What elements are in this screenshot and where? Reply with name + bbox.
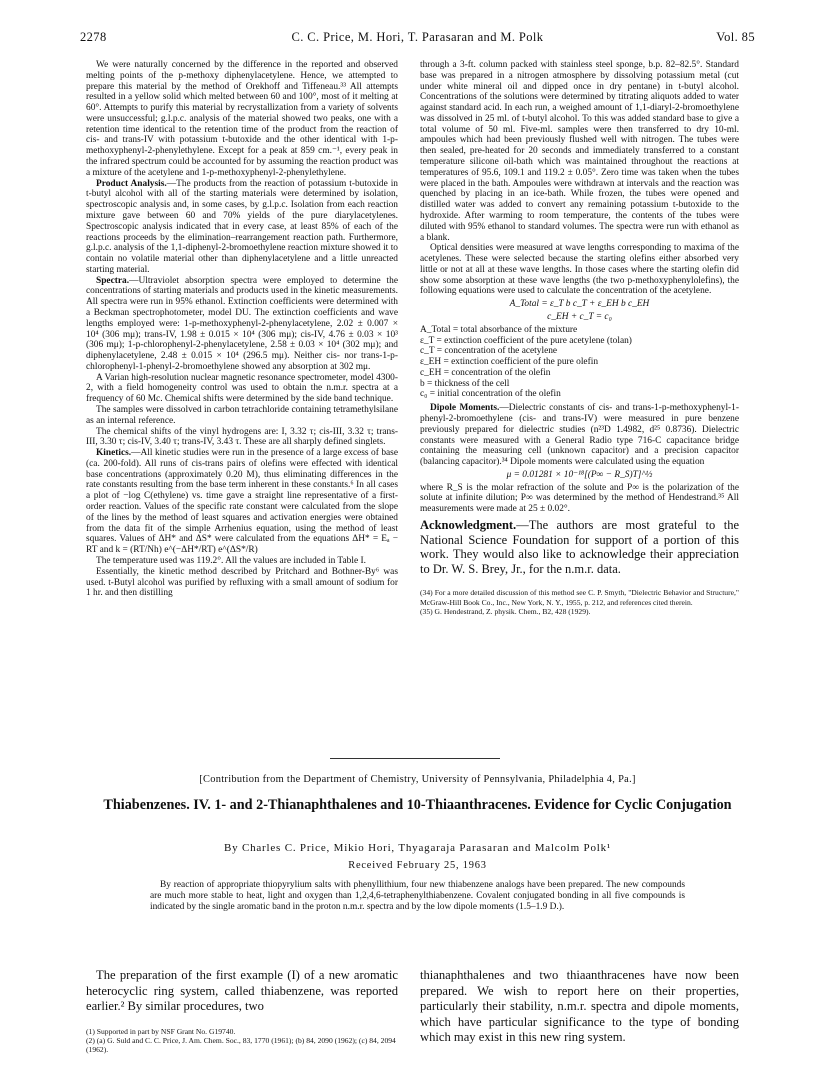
running-header — [80, 30, 755, 48]
acknowledgment-heading: Acknowledgment. — [420, 518, 517, 533]
acknowledgment — [420, 518, 739, 576]
run-in-heading: Spectra. — [96, 275, 130, 286]
paragraph-text: —All kinetic studies were run in the presence of a large excess of base (ca. 200-fold). All runs of cis-trans pairs of olefins were effected with identical base concentrations (approximately 0.20 M), thus eliminating differences in the rate constants resulting from the base term inherent in these constants.⁶ In all cases a plot of −log C(ethylene) vs. time gave a straight line representative of a first-order reaction. Values of the specific rate constant were calculated from the slope of the lines by the method of least squares and activation energies were obtained from the data fit of the simple Arrhenius equation, using the method of least squares. Values of ΔH* and ΔS* were calculated from the equations ΔH* = Eₐ − RT and k = (RT/Nh) e^(−ΔH*/RT) e^(ΔS*/R) — [86, 448, 398, 556]
contribution-line: [Contribution from the Department of Chemistry, University of Pennsylvania, Philadelphia 4, Pa.] — [199, 774, 636, 785]
received-date: Received February 25, 1963 — [348, 860, 487, 871]
section-divider — [330, 758, 500, 759]
right-column — [420, 60, 739, 616]
definition-item: c₀ = initial concentration of the olefin — [420, 389, 561, 400]
references — [420, 588, 739, 615]
definition-item: A_Total = total absorbance of the mixture — [420, 324, 578, 335]
paragraph-melting-points: We were naturally concerned by the difference in the reported and observed melting points of the p-methoxy diphenylacetylene. Hence, we attempted to prepare this material by the method of Orekhoff and Tiffeneau.³³ All attempts resulted in a yellow solid which melted between 60 and 100°, most of it melting at 60°. Attempts to purify this material by recrystallization from a variety of solvents were unsuccessful; g.l.p.c. analysis of the material showed two peaks, one with a retention time identical to the retention time of the product from the reaction of cis- and trans-IV with potassium t-butoxide and the other identical with 1-p-methoxyphenyl-2-phenylethylene. Except for a peak at 859 cm.⁻¹, every peak in the infrared spectrum could be accounted for by assuming the reaction product was a mixture of the acetylene and 1-p-methoxyphenyl-2-phenylethylene. — [86, 60, 398, 178]
paragraph-text: —The products from the reaction of potassium t-butoxide in t-butyl alcohol with all of the starting materials were determined by isolation, spectroscopic analysis and, in some cases, by g.l.p.c. Isolation from each reaction mixture gave between 60 and 70% yields of the pure diarylacetylenes. Spectroscopic analysis indicated that in every case, at least 85% of each of the reactions proceeds by the elimination–rearrangement reaction path. Furthermore, g.l.p.c. analysis of the 1,1-diphenyl-2-bromoethylene reaction mixture showed it to contain no volatile material other than diphenylacetylene and a little unreacted starting material. — [86, 178, 398, 275]
paragraph-samples: The samples were dissolved in carbon tetrachloride containing tetramethylsilane as an internal reference. — [86, 405, 398, 426]
paragraph-temperature: The temperature used was 119.2°. All the values are included in Table I. — [96, 555, 366, 566]
page-number: 2278 — [80, 30, 107, 44]
body-text-right: thianaphthalenes and two thiaanthracenes have now been prepared. We wish to report here on their properties, particularly their stability, n.m.r. spectra and dipole moments, which have particular significance to the type of bonding which may exist in this new ring system. — [420, 968, 739, 1045]
definition-item: ε_EH = extinction coefficient of the pure olefin — [420, 357, 599, 368]
reference-item: (35) G. Hendestrand, Z. physik. Chem., B2, 428 (1929). — [420, 606, 591, 616]
equation-concentration: c_EH + c_T = c₀ — [547, 311, 612, 322]
definition-item: ε_T = extinction coefficient of the pure acetylene (tolan) — [420, 335, 632, 346]
paragraph-dipole-moments — [420, 403, 739, 468]
reference-item: (34) For a more detailed discussion of this method see C. P. Smyth, "Dielectric Behavior and Structure," McGraw-Hill Book Co., Inc., New York, N. Y., 1955, p. 212, and references cited therein. — [420, 588, 739, 607]
acknowledgment-text: —The authors are most grateful to the National Science Foundation for support of a portion of this work. They would also like to acknowledge their appreciation to Dr. W. S. Brey, Jr., for the n.m.r. data. — [420, 518, 739, 576]
paragraph-optical-densities: Optical densities were measured at wave lengths corresponding to maxima of the acetylenes. These were selected because the starting olefins either absorbed very little or not at all at these wave lengths. In those cases where the starting olefin did show some absorption at these wave lengths (the two p-methoxyphenylolefins), the following equations were used to calculate the concentration of the acetylene. — [420, 243, 739, 297]
run-in-heading: Dipole Moments. — [430, 403, 500, 414]
body-text-left: The preparation of the first example (I) of a new aromatic heterocyclic ring system, called thiabenzene, was reported earlier.² By similar procedures, two — [86, 968, 398, 1014]
paragraph-kinetic-method: Essentially, the kinetic method described by Pritchard and Bothner-By⁶ was used. t-Butyl alcohol was purified by refluxing with a small amount of sodium for 1 hr. and then distilling — [86, 566, 398, 599]
paragraph-kinetics — [86, 448, 398, 556]
article-byline: By Charles C. Price, Mikio Hori, Thyagaraja Parasaran and Malcolm Polk¹ — [223, 842, 612, 854]
equation-absorbance: A_Total = ε_T b c_T + ε_EH b c_EH — [509, 299, 650, 310]
paragraph-text: —Ultraviolet absorption spectra were employed to determine the concentrations of starting materials and products used in the kinetic measurements. All spectra were run in 95% ethanol. Extinction coefficients were determined with a Beckman spectrophotometer, model DU. The extinction coefficients and wave lengths employed were: 1-p-methoxyphenyl-2-phenylacetylene, 2.02 ± 0.007 × 10⁴ (306 mμ); trans-IV, 1.98 ± 0.015 × 10⁴ (306 mμ); cis-IV, 4.76 ± 0.03 × 10³ (306 mμ); 1-p-chlorophenyl-2-phenylacetylene, 2.58 ± 0.03 × 10⁴ (302 mμ); and diphenylacetylene, 2.48 ± 0.015 × 10⁴ (296.5 mμ). Neither cis- nor trans-1-p-chlorophenyl-1-phenyl-2-bromoethylene showed any absorption at 302 mμ. — [86, 275, 398, 372]
article-abstract: By reaction of appropriate thiopyrylium salts with phenyllithium, four new thiabenzene analogs have been prepared. The new compounds are much more stable to heat, light and oxygen than 1,2,4,6-tetraphenylthiabenzene. Covalent conjugated bonding in all five compounds is indicated by the single aromatic band in the proton n.m.r. spectra and by the low dipole moments (1.5–1.9 D.). — [150, 880, 685, 912]
paragraph-polarization: where R_S is the molar refraction of the solute and P∞ is the polarization of the solute at infinite dilution; P∞ was determined by the method of Hendestrand.³⁵ All measurements were made at 25 ± 0.02°. — [420, 482, 739, 515]
running-authors: C. C. Price, M. Hori, T. Parasaran and M. Polk — [291, 30, 544, 44]
paragraph-chemical-shifts: The chemical shifts of the vinyl hydrogens are: I, 3.32 τ; cis-III, 3.32 τ; trans-III, 3.30 τ; cis-IV, 3.40 τ; trans-IV, 3.43 τ. These are all sharply defined singlets. — [86, 426, 398, 448]
variable-definitions — [420, 325, 739, 400]
footnote-item: (1) Supported in part by NSF Grant No. G19740. — [86, 1027, 236, 1036]
equation-dipole: μ = 0.01281 × 10⁻¹⁸[(P∞ − R_S)T]^½ — [506, 469, 653, 480]
paragraph-procedure: through a 3-ft. column packed with stainless steel sponge, b.p. 82–82.5°. Standard base was prepared in a nitrogen atmosphere by dissolving potassium metal (cut under white mineral oil and dipped once in dry pentane) in t-butyl alcohol. Concentrations of the solutions were determined by titrating aliquots added to water against standard acid. In each run, a weighed amount of 1,1-diaryl-2-bromoethylene was dissolved in 25 ml. of t-butyl alcohol. To this was added standard base to give a total volume of 50 ml. Five-ml. samples were then transferred to dry 10-ml. ampoules which had been previously flushed well with nitrogen. The tubes were then sealed, pre-heated for 20 seconds and immediately transferred to a constant temperature silicone oil-bath which was maintained throughout the reactions at temperatures of 95.6, 109.1 and 119.2 ± 0.05°. Zero time was taken when the tubes were placed in the bath. Ampoules were withdrawn at intervals and the reaction was quenched by placing in an ice-bath. While frozen, the tubes were opened and distilled water was added to convert any remaining potassium t-butoxide to the hydroxide. After warming to room temperature, the contents of the tubes were diluted with 95% ethanol to standard volumes. The spectra were run with ethanol as a blank. — [420, 60, 739, 243]
paragraph-spectra — [86, 276, 398, 373]
run-in-heading: Product Analysis. — [96, 178, 167, 189]
footnote-item: (2) (a) G. Suld and C. C. Price, J. Am. Chem. Soc., 83, 1770 (1961); (b) 84, 2090 (1962); (c) 84, 2094 (1962). — [86, 1036, 396, 1055]
paragraph-product-analysis — [86, 179, 398, 276]
paragraph-nmr: A Varian high-resolution nuclear magnetic resonance spectrometer, model 4300-2, with a field homogeneity control was used to obtain the n.m.r. spectra at a frequency of 60 Mc. Chemical shifts were determined by the side band technique. — [86, 372, 398, 405]
article-title: Thiabenzenes. IV. 1- and 2-Thianaphthalenes and 10-Thiaanthracenes. Evidence for Cyclic Conjugation — [103, 797, 732, 813]
definition-item: c_EH = concentration of the olefin — [420, 367, 551, 378]
run-in-heading: Kinetics. — [96, 448, 132, 459]
paragraph-text: —Dielectric constants of cis- and trans-1-p-methoxyphenyl-1-phenyl-2-bromoethylene (cis- and trans-IV) were measured in pure benzene previously prepared for dielectric studies (n²³D 1.4982, d²⁵ 0.8736). Dielectric constants were measured with a General Radio type 716-C capacitance bridge containing the measuring cell (unknown capacitor) and a precision capacitor (balancing capacitor).³⁴ Dipole moments were calculated using the equation — [420, 403, 739, 468]
volume-label: Vol. 85 — [716, 30, 755, 44]
definition-item: b = thickness of the cell — [420, 378, 510, 389]
article-footnotes — [86, 1027, 398, 1055]
definition-item: c_T = concentration of the acetylene — [420, 346, 558, 357]
left-column — [86, 60, 398, 599]
